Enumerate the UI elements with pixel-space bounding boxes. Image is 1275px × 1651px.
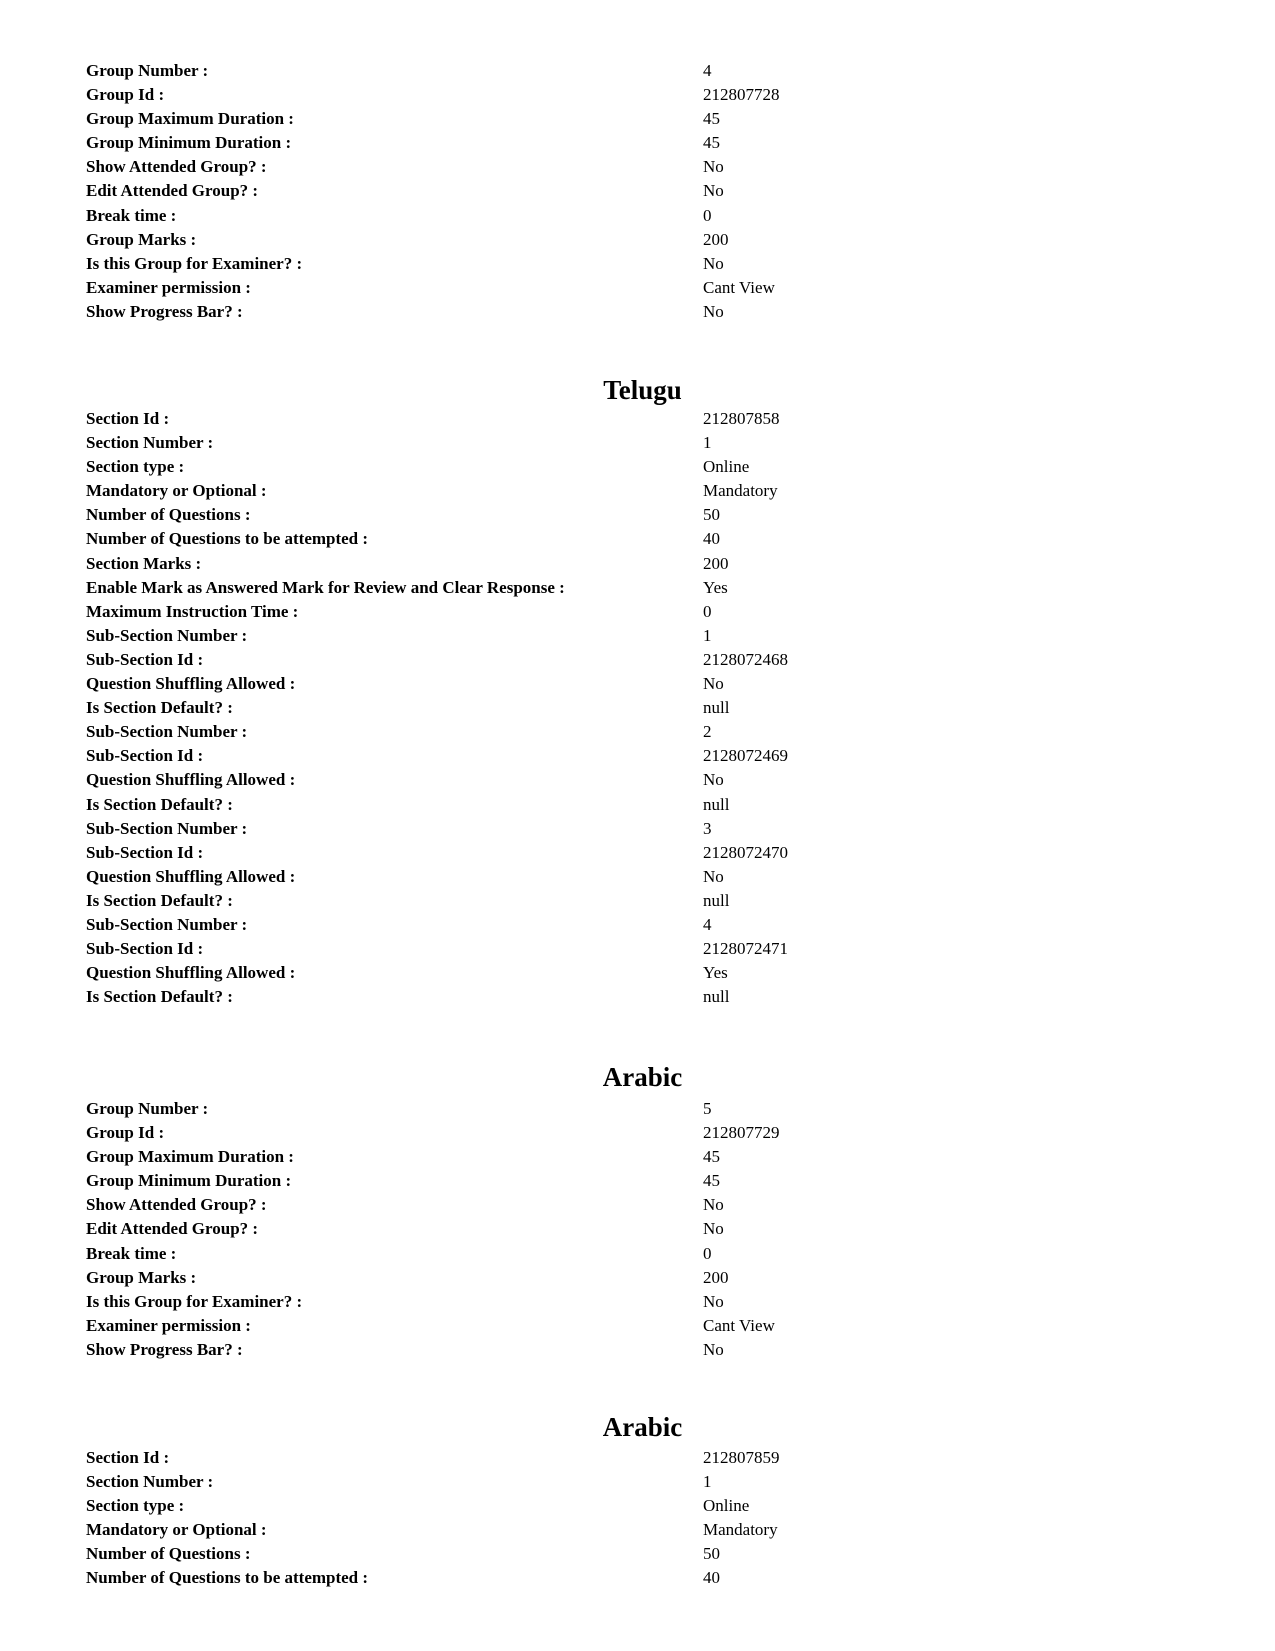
field-value: No bbox=[703, 181, 724, 201]
info-row bbox=[0, 431, 1275, 455]
field-label: Sub-Section Id : bbox=[86, 746, 204, 766]
field-label: Question Shuffling Allowed : bbox=[86, 963, 296, 983]
field-label: Sub-Section Id : bbox=[86, 939, 204, 959]
field-value: Cant View bbox=[703, 277, 775, 297]
field-label: Group Marks : bbox=[86, 229, 197, 249]
field-value: 45 bbox=[703, 1147, 720, 1167]
field-label: Break time : bbox=[86, 205, 177, 225]
info-row bbox=[0, 817, 1275, 841]
field-value: Mandatory bbox=[703, 1520, 778, 1540]
field-label: Is this Group for Examiner? : bbox=[86, 253, 303, 273]
info-row bbox=[0, 300, 1275, 324]
info-row bbox=[0, 1446, 1275, 1470]
field-value: No bbox=[703, 770, 724, 790]
field-value: 0 bbox=[703, 205, 712, 225]
field-value: 212807859 bbox=[703, 1448, 780, 1467]
field-label: Number of Questions to be attempted : bbox=[86, 1568, 369, 1588]
info-row bbox=[0, 841, 1275, 865]
field-label: Section type : bbox=[86, 457, 185, 477]
field-label: Section Number : bbox=[86, 1472, 214, 1492]
field-value: No bbox=[703, 674, 724, 694]
info-row bbox=[0, 1145, 1275, 1169]
field-value: null bbox=[703, 794, 730, 814]
field-value: Yes bbox=[703, 577, 728, 597]
field-value: null bbox=[703, 987, 730, 1007]
section-heading-telugu: Telugu bbox=[603, 375, 682, 405]
section-info-table bbox=[0, 407, 1275, 1009]
field-value: No bbox=[703, 1291, 724, 1311]
info-row bbox=[0, 179, 1275, 203]
info-row bbox=[0, 83, 1275, 107]
info-row bbox=[0, 59, 1275, 83]
field-label: Examiner permission : bbox=[86, 277, 251, 297]
field-label: Edit Attended Group? : bbox=[86, 1219, 259, 1239]
info-row bbox=[0, 768, 1275, 792]
info-row bbox=[0, 155, 1275, 179]
field-label: Is this Group for Examiner? : bbox=[86, 1291, 303, 1311]
info-row bbox=[0, 1169, 1275, 1193]
info-row bbox=[0, 600, 1275, 624]
field-label: Section Number : bbox=[86, 433, 214, 453]
field-value: 40 bbox=[703, 1568, 720, 1588]
field-value: 200 bbox=[703, 229, 729, 249]
info-row bbox=[0, 252, 1275, 276]
group-info-table bbox=[0, 1097, 1275, 1362]
field-value: 2 bbox=[703, 722, 712, 742]
field-value: 2128072471 bbox=[703, 939, 788, 959]
field-value: 0 bbox=[703, 601, 712, 621]
info-row bbox=[0, 107, 1275, 131]
field-value: Online bbox=[703, 1496, 750, 1516]
field-value: No bbox=[703, 253, 724, 273]
field-label: Sub-Section Number : bbox=[86, 818, 248, 838]
field-label: Group Marks : bbox=[86, 1267, 197, 1287]
field-value: 212807728 bbox=[703, 85, 780, 105]
info-row bbox=[0, 720, 1275, 744]
field-label: Group Id : bbox=[86, 1123, 165, 1143]
info-row bbox=[0, 1266, 1275, 1290]
field-label: Is Section Default? : bbox=[86, 987, 233, 1007]
field-label: Sub-Section Id : bbox=[86, 649, 204, 669]
field-value: Yes bbox=[703, 963, 728, 983]
field-label: Maximum Instruction Time : bbox=[86, 601, 299, 621]
field-value: null bbox=[703, 890, 730, 910]
field-label: Group Number : bbox=[86, 1099, 209, 1118]
info-row bbox=[0, 1314, 1275, 1338]
section-heading-arabic: Arabic bbox=[602, 1412, 683, 1442]
field-label: Section Id : bbox=[86, 1448, 170, 1467]
field-value: 45 bbox=[703, 109, 720, 129]
field-value: Cant View bbox=[703, 1315, 775, 1335]
field-value: 4 bbox=[703, 61, 712, 80]
field-value: No bbox=[703, 157, 724, 177]
field-label: Question Shuffling Allowed : bbox=[86, 770, 296, 790]
info-row bbox=[0, 672, 1275, 696]
field-value: No bbox=[703, 866, 724, 886]
info-row bbox=[0, 889, 1275, 913]
field-label: Show Progress Bar? : bbox=[86, 301, 243, 321]
info-row bbox=[0, 576, 1275, 600]
field-label: Section Marks : bbox=[86, 553, 202, 573]
field-label: Sub-Section Number : bbox=[86, 625, 248, 645]
field-label: Mandatory or Optional : bbox=[86, 481, 267, 501]
field-value: 1 bbox=[703, 625, 712, 645]
field-label: Number of Questions to be attempted : bbox=[86, 529, 369, 549]
info-row bbox=[0, 793, 1275, 817]
field-label: Group Minimum Duration : bbox=[86, 1171, 292, 1191]
field-value: null bbox=[703, 698, 730, 718]
info-row bbox=[0, 1542, 1275, 1566]
field-value: Mandatory bbox=[703, 481, 778, 501]
field-value: 2128072470 bbox=[703, 842, 788, 862]
info-row bbox=[0, 985, 1275, 1009]
field-label: Mandatory or Optional : bbox=[86, 1520, 267, 1540]
info-row bbox=[0, 961, 1275, 985]
field-label: Is Section Default? : bbox=[86, 794, 233, 814]
info-row bbox=[0, 228, 1275, 252]
field-label: Group Number : bbox=[86, 61, 209, 80]
field-label: Sub-Section Number : bbox=[86, 722, 248, 742]
field-value: 50 bbox=[703, 1544, 720, 1564]
info-row bbox=[0, 865, 1275, 889]
field-value: No bbox=[703, 1219, 724, 1239]
field-label: Show Attended Group? : bbox=[86, 157, 267, 177]
field-label: Section Id : bbox=[86, 409, 170, 428]
field-label: Is Section Default? : bbox=[86, 698, 233, 718]
field-value: No bbox=[703, 1195, 724, 1215]
info-row bbox=[0, 1518, 1275, 1542]
field-value: No bbox=[703, 301, 724, 321]
field-value: 212807858 bbox=[703, 409, 780, 428]
info-row bbox=[0, 276, 1275, 300]
field-value: 45 bbox=[703, 133, 720, 153]
section-info-table bbox=[0, 1446, 1275, 1591]
field-label: Edit Attended Group? : bbox=[86, 181, 259, 201]
info-row bbox=[0, 696, 1275, 720]
field-label: Examiner permission : bbox=[86, 1315, 251, 1335]
info-row bbox=[0, 1494, 1275, 1518]
field-value: 2128072469 bbox=[703, 746, 788, 766]
field-label: Is Section Default? : bbox=[86, 890, 233, 910]
info-row bbox=[0, 937, 1275, 961]
field-label: Sub-Section Id : bbox=[86, 842, 204, 862]
info-row bbox=[0, 503, 1275, 527]
info-row bbox=[0, 1290, 1275, 1314]
field-value: 212807729 bbox=[703, 1123, 780, 1143]
field-value: 1 bbox=[703, 1472, 712, 1492]
info-row bbox=[0, 552, 1275, 576]
info-row bbox=[0, 527, 1275, 551]
field-value: 0 bbox=[703, 1243, 712, 1263]
field-label: Sub-Section Number : bbox=[86, 914, 248, 934]
info-row bbox=[0, 744, 1275, 768]
field-label: Section type : bbox=[86, 1496, 185, 1516]
field-label: Enable Mark as Answered Mark for Review and Clear Response : bbox=[86, 577, 565, 597]
info-row bbox=[0, 479, 1275, 503]
info-row bbox=[0, 1338, 1275, 1362]
field-label: Group Minimum Duration : bbox=[86, 133, 292, 153]
info-row bbox=[0, 1097, 1275, 1121]
field-value: 40 bbox=[703, 529, 720, 549]
info-row bbox=[0, 1121, 1275, 1145]
info-row bbox=[0, 1242, 1275, 1266]
field-value: 5 bbox=[703, 1099, 712, 1118]
group-info-table bbox=[0, 59, 1275, 324]
field-label: Number of Questions : bbox=[86, 1544, 251, 1564]
field-label: Show Attended Group? : bbox=[86, 1195, 267, 1215]
field-label: Number of Questions : bbox=[86, 505, 251, 525]
info-row bbox=[0, 407, 1275, 431]
info-row bbox=[0, 624, 1275, 648]
field-value: No bbox=[703, 1339, 724, 1359]
field-value: Online bbox=[703, 457, 750, 477]
field-value: 2128072468 bbox=[703, 649, 788, 669]
group-heading-arabic: Arabic bbox=[602, 1062, 683, 1092]
field-label: Group Id : bbox=[86, 85, 165, 105]
field-value: 4 bbox=[703, 914, 712, 934]
field-value: 200 bbox=[703, 553, 729, 573]
info-row bbox=[0, 1470, 1275, 1494]
field-label: Question Shuffling Allowed : bbox=[86, 866, 296, 886]
field-label: Group Maximum Duration : bbox=[86, 109, 294, 129]
info-row bbox=[0, 648, 1275, 672]
field-value: 1 bbox=[703, 433, 712, 453]
field-value: 45 bbox=[703, 1171, 720, 1191]
info-row bbox=[0, 913, 1275, 937]
field-value: 3 bbox=[703, 818, 712, 838]
field-label: Group Maximum Duration : bbox=[86, 1147, 294, 1167]
field-label: Show Progress Bar? : bbox=[86, 1339, 243, 1359]
info-row bbox=[0, 455, 1275, 479]
info-row bbox=[0, 1193, 1275, 1217]
info-row bbox=[0, 1566, 1275, 1590]
field-label: Question Shuffling Allowed : bbox=[86, 674, 296, 694]
field-label: Break time : bbox=[86, 1243, 177, 1263]
field-value: 200 bbox=[703, 1267, 729, 1287]
info-row bbox=[0, 1217, 1275, 1241]
info-row bbox=[0, 204, 1275, 228]
info-row bbox=[0, 131, 1275, 155]
field-value: 50 bbox=[703, 505, 720, 525]
